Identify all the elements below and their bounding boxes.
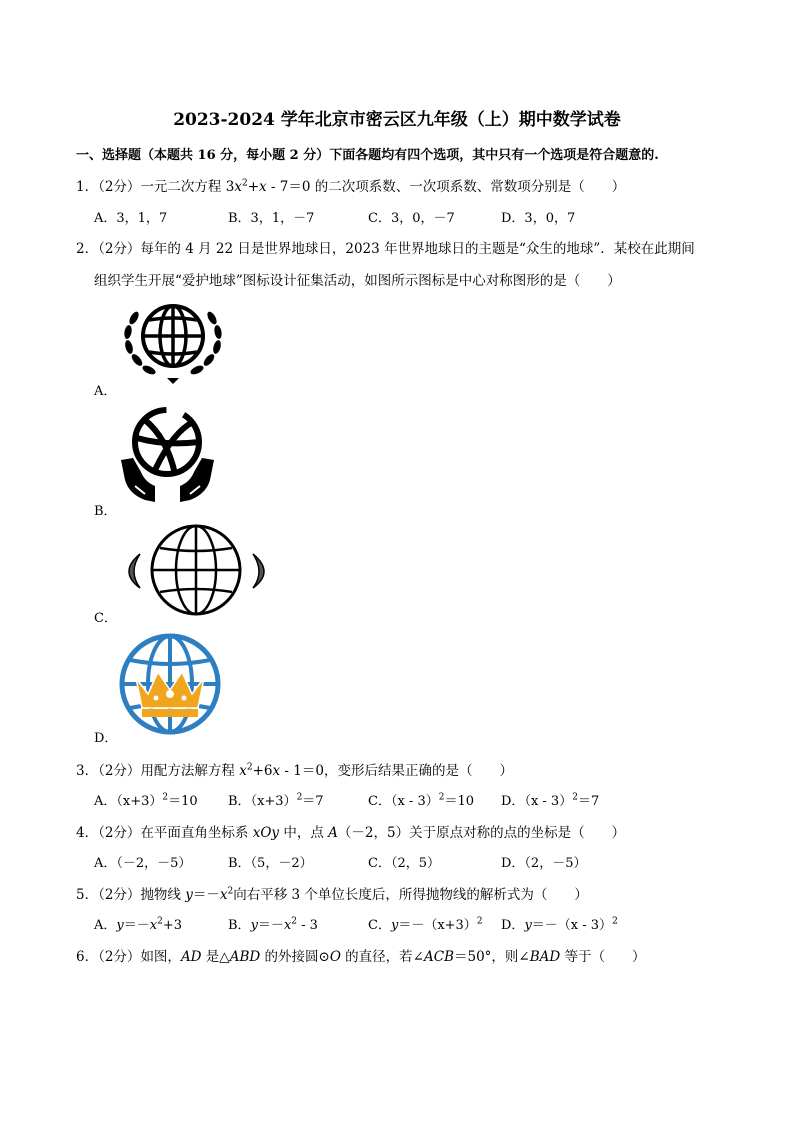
page-title: 2023-2024 学年北京市密云区九年级（上）期中数学试卷 xyxy=(173,110,621,130)
option-c: C．（2，5） xyxy=(368,856,440,871)
option-d: D．（2，－5） xyxy=(501,856,587,871)
question-2-line-2: 组织学生开展“爱护地球”图标设计征集活动，如图所示图标是中心对称图形的是（ ） xyxy=(94,273,621,289)
option-d: D．3，0，7 xyxy=(501,211,576,226)
option-c: C．$y=-(x+3)^2$ xyxy=(368,916,483,933)
globe-crown-icon xyxy=(118,632,222,736)
option-d: D．y＝－（x - 3）$^2$ xyxy=(501,916,618,933)
option-c: C．3，0，－7 xyxy=(368,211,455,226)
globe-hands-icon xyxy=(115,402,220,510)
globe-laurel-icon xyxy=(118,294,228,388)
option-a: A．3，1，7 xyxy=(94,211,168,226)
option-d-label: D． xyxy=(94,731,118,746)
question-2-line-1: 2．（2分）每年的 4 月 22 日是世界地球日，2023 年世界地球日的主题是“众生的地球”．某校在此期间 xyxy=(76,241,695,257)
question-4: 4．（2分）在平面直角坐标系 xOy 中，点 A（－2，5）关于原点对称的点的坐标是（ ） xyxy=(76,825,626,841)
option-b: B．$y=-x^2 - 3$ xyxy=(228,916,318,933)
option-b: B．3，1，－7 xyxy=(228,211,315,226)
option-c-label: C． xyxy=(94,611,117,626)
question-6: 6．（2分）如图，AD 是△ABD 的外接圆⊙O 的直径，若∠ACB＝50°，则∠BAD 等于（ ） xyxy=(76,949,646,965)
option-a: A．$y=-x^2+3$ xyxy=(94,916,183,933)
option-d: D．（x - 3）$^2$＝7 xyxy=(501,792,600,809)
question-1: 1．（2分）一元二次方程 $3x^2+x - 7=0$ 的二次项系数、一次项系数、常数项分别是（ ） xyxy=(76,178,626,195)
section-heading: 一、选择题（本题共 16 分，每小题 2 分）下面各题均有四个选项，其中只有一个选项是符合题意的. xyxy=(76,148,659,163)
option-a: A．（－2，－5） xyxy=(94,856,192,871)
question-5: 5．（2分）抛物线 $y=-x^2$向右平移 3 个单位长度后，所得抛物线的解析式为（ ） xyxy=(76,886,588,903)
option-a-label: A． xyxy=(94,384,117,399)
question-3: 3．（2分）用配方法解方程 $x^2+6x - 1=0$，变形后结果正确的是（ ） xyxy=(76,762,513,779)
globe-moons-icon xyxy=(114,524,279,616)
option-a: A．$(x+3)^2=10$ xyxy=(94,792,198,809)
question-number: 1．（2分） xyxy=(76,179,141,195)
option-c: C．（x - 3）$^2$＝10 xyxy=(368,792,474,809)
option-b: B．（5，－2） xyxy=(228,856,313,871)
option-b: B．$(x+3)^2=7$ xyxy=(228,792,324,809)
option-b-label: B． xyxy=(94,504,117,519)
